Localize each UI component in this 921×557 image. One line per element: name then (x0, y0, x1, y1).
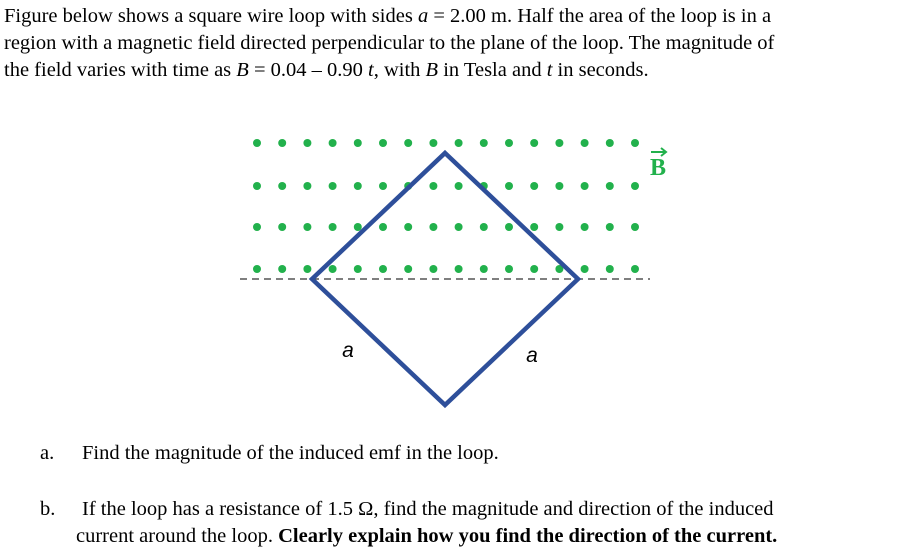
field-dot (354, 182, 362, 190)
side-label-left: a (342, 339, 354, 362)
question-a-marker: a. (40, 442, 55, 464)
field-dot (606, 182, 614, 190)
field-dot (303, 182, 311, 190)
field-dot (253, 139, 261, 147)
question-b-text-1: If the loop has a resistance of 1.5 Ω, find the magnitude and direction of the induced (82, 498, 774, 520)
intro-text-1: Figure below shows a square wire loop with sides (4, 5, 418, 27)
intro-eq-2: = 0.04 – 0.90 (248, 59, 368, 81)
field-dot (606, 223, 614, 231)
field-dot (278, 139, 286, 147)
intro-text-2: region with a magnetic field directed perpendicular to the plane of the loop. The magnitude of (4, 32, 775, 54)
field-dot (631, 139, 639, 147)
field-dot (429, 223, 437, 231)
field-dot (455, 182, 463, 190)
field-dot (455, 223, 463, 231)
question-b-emphasis: Clearly explain how you find the direction of the current. (278, 525, 778, 547)
field-dot (530, 265, 538, 273)
field-dot (253, 182, 261, 190)
field-dot (303, 265, 311, 273)
field-dot (429, 139, 437, 147)
field-dot (253, 265, 261, 273)
field-dot (480, 265, 488, 273)
field-dot (505, 182, 513, 190)
field-dot (303, 223, 311, 231)
field-dot (480, 223, 488, 231)
field-dot (555, 223, 563, 231)
field-dot (404, 223, 412, 231)
question-b-text-2: current around the loop. (76, 525, 279, 547)
intro-eq-1: = 2.00 m. Half the area of the loop is in a (428, 5, 772, 27)
field-dot (581, 265, 589, 273)
field-dot (404, 139, 412, 147)
field-dot (404, 265, 412, 273)
field-dot (329, 223, 337, 231)
field-dot (455, 139, 463, 147)
field-dot (354, 139, 362, 147)
field-dot (354, 265, 362, 273)
field-dot (606, 265, 614, 273)
var-t-2: t (546, 59, 553, 81)
field-label (650, 148, 666, 181)
field-dot (253, 223, 261, 231)
field-dot (329, 182, 337, 190)
question-a-text: Find the magnitude of the induced emf in the loop. (82, 442, 499, 464)
field-dot (379, 223, 387, 231)
field-dot (505, 265, 513, 273)
field-dot (530, 139, 538, 147)
field-dot (429, 182, 437, 190)
field-dot (505, 223, 513, 231)
var-B: B (236, 59, 249, 81)
field-dot (581, 139, 589, 147)
intro-text-3a: the field varies with time as (4, 59, 237, 81)
field-dot (278, 265, 286, 273)
field-dot (581, 223, 589, 231)
field-dot (631, 182, 639, 190)
var-B-2: B (425, 59, 439, 81)
var-a: a (417, 5, 429, 27)
question-b-line-2 (76, 523, 921, 550)
field-dot (278, 182, 286, 190)
intro-text-3c: in Tesla and (438, 59, 547, 81)
question-b-marker: b. (40, 498, 56, 520)
field-dot (329, 265, 337, 273)
field-dot (505, 139, 513, 147)
field-dot (631, 265, 639, 273)
field-dot (530, 182, 538, 190)
field-dot (455, 265, 463, 273)
field-dot (530, 223, 538, 231)
field-dot (606, 139, 614, 147)
intro-text-3d: in seconds. (552, 59, 649, 81)
field-dot (329, 139, 337, 147)
magnetic-field-dots (253, 139, 639, 273)
field-dot (379, 265, 387, 273)
field-dot (581, 182, 589, 190)
field-dot (303, 139, 311, 147)
field-dot (379, 139, 387, 147)
field-label-B: B (649, 155, 667, 181)
side-label-right: a (526, 344, 538, 367)
field-dot (631, 223, 639, 231)
field-dot (555, 139, 563, 147)
var-t: t (368, 59, 374, 81)
field-dot (278, 223, 286, 231)
field-dot (429, 265, 437, 273)
field-dot (555, 182, 563, 190)
field-dot (354, 223, 362, 231)
question-b-body (76, 496, 921, 550)
field-dot (480, 139, 488, 147)
intro-text-3b: , with (373, 59, 426, 81)
field-dot (379, 182, 387, 190)
